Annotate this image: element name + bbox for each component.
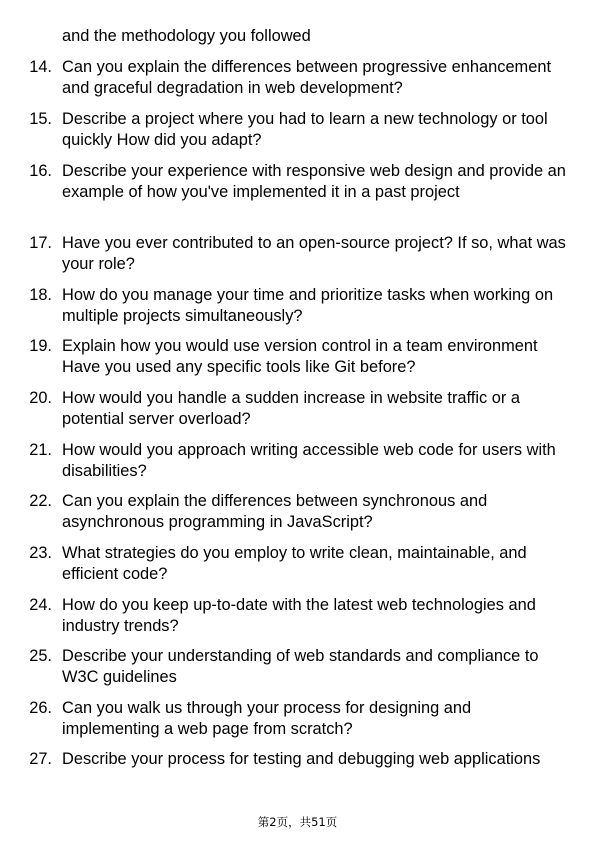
- item-number: 19.: [29, 337, 52, 355]
- item-number: 25.: [29, 647, 52, 665]
- item-text: Explain how you would use version control in a team environment Have you used any specific tools like Git before?: [62, 337, 538, 376]
- item-number: 27.: [29, 750, 52, 768]
- list-item: [0, 161, 595, 231]
- item-text: Have you ever contributed to an open-source project? If so, what was your role?: [62, 234, 566, 273]
- item-text: How would you approach writing accessible web code for users with disabilities?: [62, 441, 556, 480]
- item-text: What strategies do you employ to write clean, maintainable, and efficient code?: [62, 544, 527, 583]
- item-number: 16.: [29, 162, 52, 180]
- item-number: 20.: [29, 389, 52, 407]
- item-number: 23.: [29, 544, 52, 562]
- continuation-text: and the methodology you followed: [62, 27, 311, 45]
- page-footer: 第2页，共51页: [257, 815, 338, 829]
- item-number: 17.: [29, 234, 52, 252]
- item-number: 14.: [29, 58, 52, 76]
- item-text: Can you explain the differences between progressive enhancement and graceful degradation in web development?: [62, 58, 551, 97]
- item-text: Describe your understanding of web standards and compliance to W3C guidelines: [62, 647, 539, 686]
- item-text: How would you handle a sudden increase in website traffic or a potential server overload?: [62, 389, 520, 428]
- item-text: Describe your experience with responsive web design and provide an example of how you've implemented it in a past project: [62, 162, 566, 201]
- list-item: [0, 749, 595, 819]
- item-text: Can you explain the differences between synchronous and asynchronous programming in JavaScript?: [62, 492, 488, 531]
- item-text: Can you walk us through your process for designing and implementing a web page from scratch?: [62, 699, 472, 738]
- item-text: How do you keep up-to-date with the latest web technologies and industry trends?: [62, 596, 536, 635]
- item-number: 21.: [29, 441, 52, 459]
- item-number: 22.: [29, 492, 52, 510]
- item-number: 26.: [29, 699, 52, 717]
- item-number: 18.: [29, 286, 52, 304]
- item-text: How do you manage your time and prioritize tasks when working on multiple projects simultaneously?: [62, 286, 554, 325]
- item-number: 24.: [29, 596, 52, 614]
- item-text: Describe your process for testing and debugging web applications: [62, 750, 541, 768]
- item-text: Describe a project where you had to learn a new technology or tool quickly How did you adapt?: [62, 110, 548, 149]
- item-number: 15.: [29, 110, 52, 128]
